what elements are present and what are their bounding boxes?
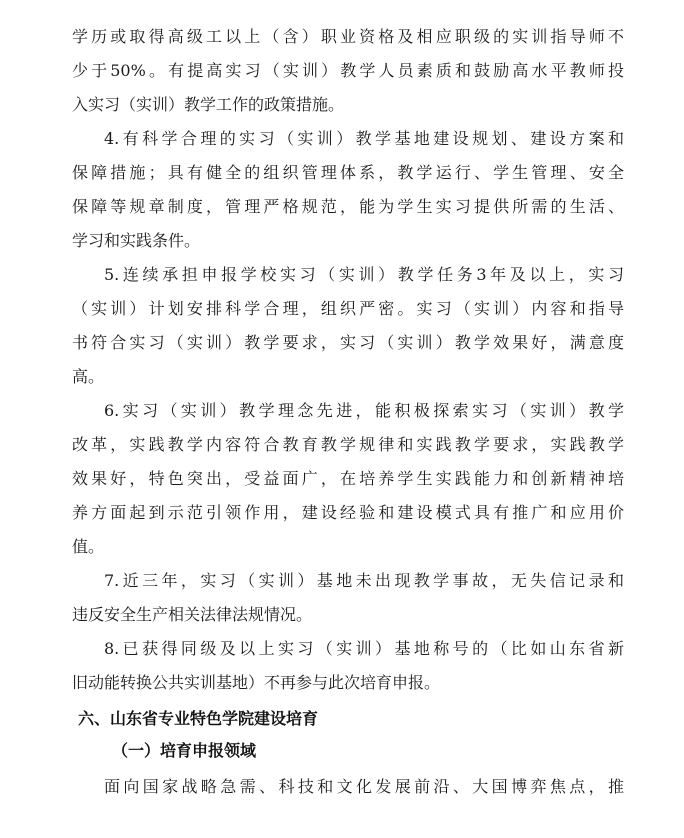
text-line: 学习和实践条件。 xyxy=(72,231,201,250)
text-line: 书符合实习（实训）教学要求，实习（实训）教学效果好，满意度 xyxy=(72,333,624,352)
text-line: 值。 xyxy=(72,537,105,556)
subsection-heading: （一）培育申报领域 xyxy=(112,741,257,760)
text-line: （实训）计划安排科学合理，组织严密。实习（实训）内容和指导 xyxy=(72,299,624,318)
text-line: 违反安全生产相关法律法规情况。 xyxy=(72,605,313,624)
list-item-7-line: 7.近三年，实习（实训）基地未出现教学事故，无失信记录和 xyxy=(104,571,624,590)
text-line: 少于50%。有提高实习（实训）教学人员素质和鼓励高水平教师投 xyxy=(72,61,624,80)
text-line: 保障等规章制度，管理严格规范，能为学生实习提供所需的生活、 xyxy=(72,197,624,216)
list-item-6-line: 6.实习（实训）教学理念先进，能积极探索实习（实训）教学 xyxy=(104,401,624,420)
text-line: 高。 xyxy=(72,367,105,386)
section-heading: 六、山东省专业特色学院建设培育 xyxy=(78,709,319,728)
text-line: 旧动能转换公共实训基地）不再参与此次培育申报。 xyxy=(72,673,441,692)
text-line: 面向国家战略急需、科技和文化发展前沿、大国博弈焦点，推 xyxy=(104,777,624,796)
list-item-8-line: 8.已获得同级及以上实习（实训）基地称号的（比如山东省新 xyxy=(104,639,624,658)
text-line: 养方面起到示范引领作用，建设经验和建设模式具有推广和应用价 xyxy=(72,503,624,522)
text-line: 效果好，特色突出，受益面广，在培养学生实践能力和创新精神培 xyxy=(72,469,624,488)
list-item-4-line: 4.有科学合理的实习（实训）教学基地建设规划、建设方案和 xyxy=(104,129,624,148)
text-line: 入实习（实训）教学工作的政策措施。 xyxy=(72,95,345,114)
text-line: 改革，实践教学内容符合教育教学规律和实践教学要求，实践教学 xyxy=(72,435,624,454)
text-line: 学历或取得高级工以上（含）职业资格及相应职级的实训指导师不 xyxy=(72,27,624,46)
list-item-5-line: 5.连续承担申报学校实习（实训）教学任务3年及以上，实习 xyxy=(104,265,624,284)
text-line: 保障措施；具有健全的组织管理体系，教学运行、学生管理、安全 xyxy=(72,163,624,182)
